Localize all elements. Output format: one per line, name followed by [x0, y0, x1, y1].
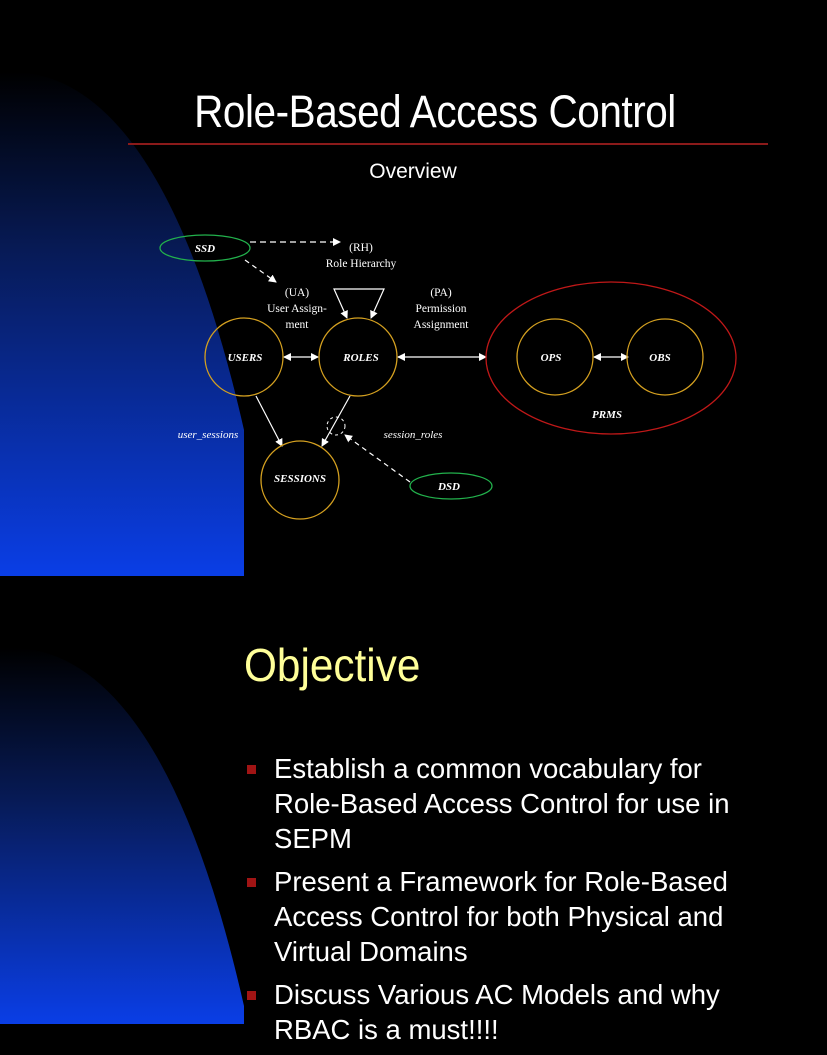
slide-title: Role-Based Access Control [194, 86, 676, 137]
bullet-item [244, 864, 764, 969]
ua-line1-label: User Assign- [267, 303, 327, 315]
dsd-label: DSD [437, 481, 461, 493]
session-roles-arrow [322, 396, 350, 446]
objective-title: Objective [244, 639, 421, 691]
user-sessions-label: user_sessions [177, 429, 239, 441]
objective-bullet-list [244, 751, 764, 1055]
bullet-text: Discuss Various AC Models and why RBAC is a must!!!! [274, 979, 720, 1045]
user-sessions-arrow [256, 396, 282, 446]
ssd-to-ua-arrow [245, 260, 276, 282]
bullet-item [244, 751, 764, 856]
roles-label: ROLES [343, 352, 379, 364]
square-bullet-icon [247, 878, 256, 887]
role-hierarchy-loop [334, 289, 384, 318]
rh-name-label: Role Hierarchy [325, 258, 397, 270]
pa-abbr-label: (PA) [430, 287, 452, 299]
bullet-item [244, 977, 764, 1047]
bullet-text: Establish a common vocabulary for Role-Based Access Control for use in SEPM [274, 753, 730, 854]
users-label: USERS [227, 352, 263, 364]
rh-abbr-label: (RH) [349, 242, 373, 254]
square-bullet-icon [247, 991, 256, 1000]
obs-label: OBS [649, 352, 671, 364]
pa-line1-label: Permission [415, 303, 467, 315]
sessions-label: SESSIONS [274, 473, 326, 485]
ua-abbr-label: (UA) [284, 287, 310, 299]
slide-subtitle: Overview [369, 160, 457, 183]
ua-line2-label: ment [285, 319, 309, 331]
square-bullet-icon [247, 765, 256, 774]
dsd-arrow [345, 435, 410, 482]
bullet-text: Present a Framework for Role-Based Access Control for both Physical and Virtual Domains [274, 866, 728, 967]
prms-label: PRMS [592, 409, 622, 421]
ops-label: OPS [540, 352, 562, 364]
pa-line2-label: Assignment [413, 319, 469, 331]
ssd-label: SSD [194, 243, 216, 255]
slide-objective [0, 576, 768, 1045]
session-roles-label: session_roles [383, 429, 443, 441]
